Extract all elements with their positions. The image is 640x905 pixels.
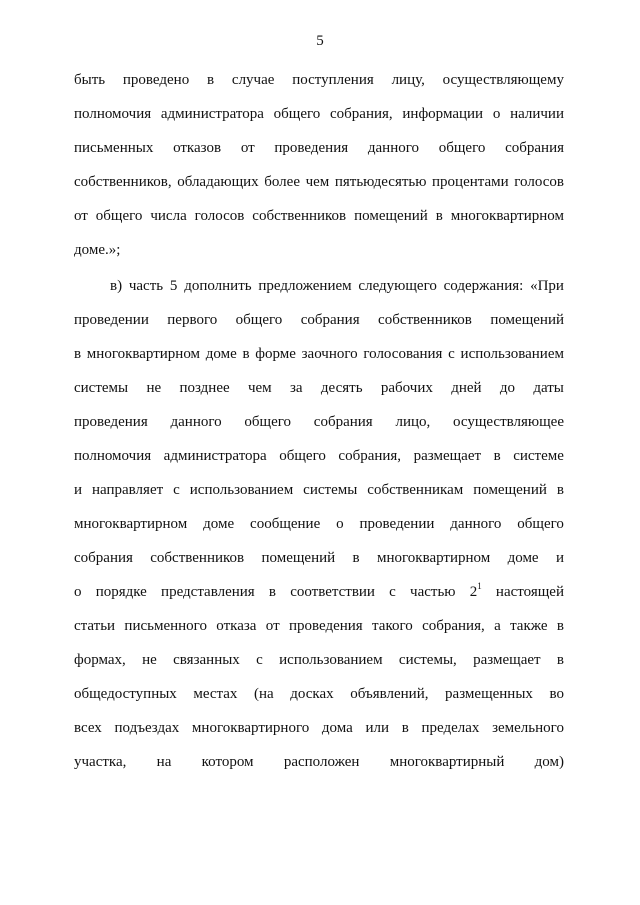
word: размещенных [445, 686, 533, 702]
word: в) [110, 278, 123, 294]
word: данного [450, 516, 502, 532]
word: поступления [292, 72, 374, 88]
word: от [265, 618, 280, 634]
word: администратора [160, 106, 264, 122]
word: системы [74, 380, 129, 396]
word: форме [255, 346, 296, 362]
word: о [336, 516, 344, 532]
word: проведения [274, 140, 349, 156]
word: 5 [169, 278, 178, 294]
word: не [142, 652, 157, 668]
text-line [74, 344, 564, 364]
word: собрания [300, 312, 360, 328]
word: системы [303, 482, 358, 498]
word: собственников [150, 550, 245, 566]
word: многоквартирном [376, 550, 491, 566]
word: о [74, 584, 82, 600]
text-line: доме.»; [74, 242, 121, 258]
word: в [556, 652, 564, 668]
word: данного [170, 414, 222, 430]
word: местах [193, 686, 238, 702]
word: в [435, 208, 443, 224]
word: полномочия [74, 106, 152, 122]
word: общего [279, 448, 326, 464]
word: чем [247, 380, 272, 396]
word: дома [321, 720, 353, 736]
word: собственникам [367, 482, 464, 498]
word: помещений [261, 550, 336, 566]
word: многоквартирном [74, 516, 188, 532]
word: осуществляющему [442, 72, 564, 88]
word: голосов [514, 174, 564, 190]
word: расположен [283, 754, 360, 770]
word: общего [244, 414, 292, 430]
word: даты [533, 380, 564, 396]
word: собрания, [330, 106, 393, 122]
word: с [389, 584, 396, 600]
word: на [156, 754, 172, 770]
word: осуществляющее [453, 414, 564, 430]
word: информации [402, 106, 484, 122]
word: голосования [363, 346, 443, 362]
word: многоквартирном [450, 208, 564, 224]
word: в [207, 72, 215, 88]
word: проведении [359, 516, 435, 532]
word: рабочих [380, 380, 433, 396]
word: в [556, 618, 564, 634]
word: отказа [216, 618, 257, 634]
word: проведения [288, 618, 363, 634]
word: от [240, 140, 255, 156]
word: собрания, [338, 448, 402, 464]
word: обладающих [177, 174, 259, 190]
word: общего [438, 140, 486, 156]
word: собрания [505, 140, 564, 156]
word: подъездах [114, 720, 180, 736]
text-line [74, 480, 564, 500]
word: дом) [534, 754, 564, 770]
word: собрания, [422, 618, 485, 634]
word: использованием [279, 652, 383, 668]
word: такого [372, 618, 413, 634]
word: помещений [490, 312, 564, 328]
word: о [492, 106, 501, 122]
word: многоквартирный [389, 754, 505, 770]
word: письменного [124, 618, 207, 634]
word: размещает [473, 652, 541, 668]
word: «При [530, 278, 564, 294]
word: проведении [74, 312, 149, 328]
word: сообщение [250, 516, 321, 532]
word: отказов [173, 140, 222, 156]
word: (на [254, 686, 274, 702]
word: в [352, 550, 360, 566]
word: общего [273, 106, 321, 122]
text-line [74, 684, 564, 704]
word: общедоступных [74, 686, 177, 702]
word: собрания [74, 550, 133, 566]
word: голосов [194, 208, 245, 224]
word: доме [205, 346, 237, 362]
word: в [556, 482, 564, 498]
word: всех [74, 720, 102, 736]
word: доме [507, 550, 539, 566]
word: с [256, 652, 263, 668]
word: до [499, 380, 516, 396]
word: лицу, [391, 72, 425, 88]
word: с [448, 346, 455, 362]
word: частью [410, 584, 456, 600]
word: быть [74, 72, 106, 88]
word: пределах [421, 720, 480, 736]
word: следующего [358, 278, 437, 294]
word: первого [167, 312, 218, 328]
word: собственников [252, 208, 347, 224]
word: порядке [95, 584, 147, 600]
word: представления [161, 584, 255, 600]
word: за [290, 380, 303, 396]
text-line [74, 70, 564, 90]
word: проведения [74, 414, 148, 430]
word: общего [235, 312, 283, 328]
word: многоквартирного [191, 720, 310, 736]
word: позднее [179, 380, 230, 396]
text-line [74, 548, 564, 568]
word: лицо, [395, 414, 431, 430]
word: содержания: [443, 278, 524, 294]
word: также [510, 618, 548, 634]
word: пятьюдесятью [334, 174, 427, 190]
word: числа [150, 208, 187, 224]
text-line [74, 650, 564, 670]
word: или [365, 720, 390, 736]
word: связанных [173, 652, 240, 668]
word: дней [451, 380, 482, 396]
word: направляет [92, 482, 164, 498]
word: случае [231, 72, 275, 88]
word: размещает [413, 448, 482, 464]
text-line [74, 514, 564, 534]
text-line [74, 206, 564, 226]
word: статьи [74, 618, 116, 634]
text-line [74, 104, 564, 124]
word: многоквартирном [86, 346, 201, 362]
word: в [268, 584, 276, 600]
paragraph-first-line [110, 276, 564, 296]
word: предложением [258, 278, 352, 294]
superscript: 1 [477, 581, 482, 591]
word: с [173, 482, 180, 498]
word: системе [513, 448, 564, 464]
word: формах, [74, 652, 126, 668]
word: доме [203, 516, 235, 532]
word: земельного [492, 720, 564, 736]
word: объявлений, [350, 686, 429, 702]
word: часть [128, 278, 164, 294]
word: процентами [432, 174, 509, 190]
word: использованием [189, 482, 294, 498]
word: досках [290, 686, 334, 702]
word: соответствии [290, 584, 375, 600]
word: котором [201, 754, 254, 770]
text-line [74, 138, 564, 158]
text-line [74, 446, 564, 466]
word: заочного [301, 346, 358, 362]
word: $2^1$ [469, 581, 482, 600]
text-line [74, 310, 564, 330]
text-line [74, 412, 564, 432]
word: настоящей [495, 584, 564, 600]
word: в [401, 720, 409, 736]
word: полномочия [74, 448, 152, 464]
word: не [146, 380, 162, 396]
text-line [74, 752, 564, 772]
text-line [74, 616, 564, 636]
text-line [74, 718, 564, 738]
word: и [555, 550, 564, 566]
text-line [74, 172, 564, 192]
word: администратора [163, 448, 267, 464]
word: общего [517, 516, 564, 532]
word: собственников [378, 312, 472, 328]
word: собственников, [74, 174, 172, 190]
word: в [493, 448, 501, 464]
word: системы, [398, 652, 457, 668]
word: помещений [473, 482, 547, 498]
word: а [494, 618, 501, 634]
word: в [242, 346, 250, 362]
word: во [549, 686, 564, 702]
word: письменных [74, 140, 154, 156]
word: помещений [354, 208, 428, 224]
word: проведено [122, 72, 190, 88]
word: в [74, 346, 82, 362]
word: собрания [313, 414, 373, 430]
word: десять [320, 380, 363, 396]
text-line [74, 378, 564, 398]
word: от [74, 208, 88, 224]
page-number: 5 [316, 33, 324, 49]
word: более [264, 174, 300, 190]
word: дополнить [184, 278, 252, 294]
word: чем [305, 174, 330, 190]
word: наличии [510, 106, 564, 122]
word: общего [95, 208, 143, 224]
word: участка, [74, 754, 127, 770]
word: использованием [460, 346, 564, 362]
text-line-with-superscript [74, 582, 564, 602]
word: и [74, 482, 83, 498]
word: данного [367, 140, 419, 156]
